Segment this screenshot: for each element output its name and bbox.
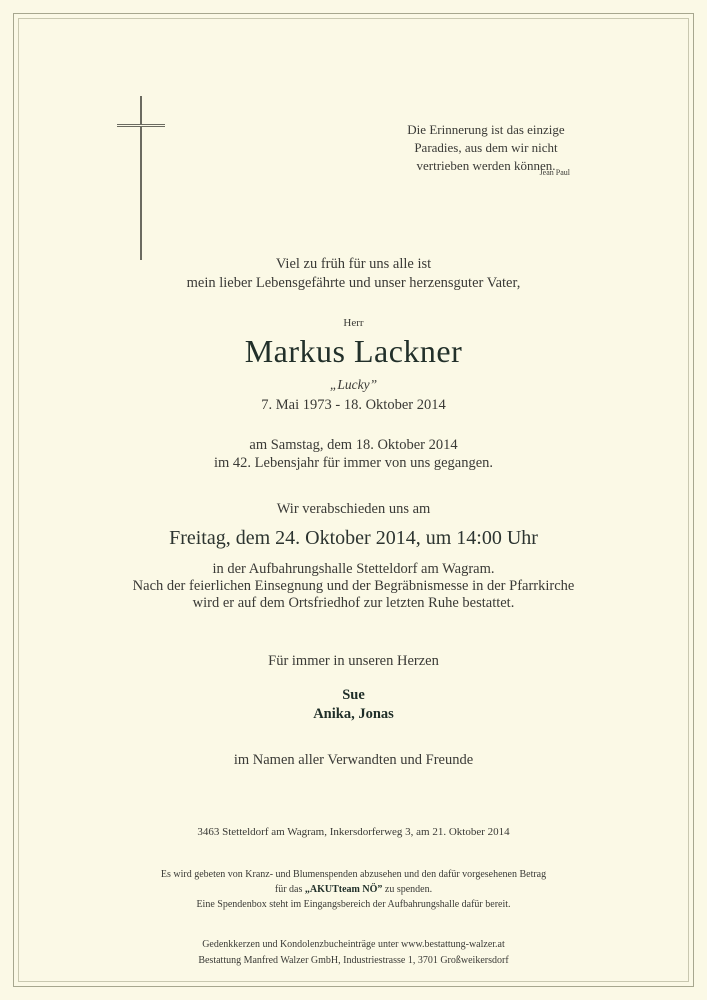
donation-recipient: „AKUTteam NÖ” — [304, 884, 383, 895]
donation-text: für das — [274, 884, 305, 895]
nickname: „Lucky” — [329, 377, 378, 392]
quote-author: Jean Paul — [539, 168, 570, 177]
death-line-2: im 42. Lebensjahr für immer von uns gegangen. — [213, 455, 494, 471]
deceased-name: Markus Lackner — [244, 333, 463, 369]
quote-line: Paradies, aus dem wir nicht — [414, 140, 558, 155]
farewell-date: Freitag, dem 24. Oktober 2014, um 14:00 Uhr — [169, 527, 538, 549]
relatives-line: im Namen aller Verwandten und Freunde — [233, 752, 474, 768]
farewell-line-2: Nach der feierlichen Einsegnung und der Begräbnismesse in der Pfarrkirche — [132, 578, 575, 594]
cross-icon-bar — [117, 124, 165, 127]
farewell-line-3: wird er auf dem Ortsfriedhof zur letzten Ruhe bestattet. — [192, 595, 515, 611]
intro-line-2: mein lieber Lebensgefährte und unser herzensguter Vater, — [186, 275, 521, 291]
quote-line: vertrieben werden können. — [416, 158, 556, 173]
farewell-line-1: in der Aufbahrungshalle Stetteldorf am Wagram. — [212, 561, 495, 577]
quote-line: Die Erinnerung ist das einzige — [407, 122, 565, 137]
donation-line-1: Es wird gebeten von Kranz- und Blumenspenden abzusehen und den dafür vorgesehenen Betrag — [160, 869, 547, 880]
cross-icon — [140, 96, 142, 260]
mourner-name-2: Anika, Jonas — [313, 706, 394, 722]
quote — [380, 121, 592, 175]
footer-line-2: Bestattung Manfred Walzer GmbH, Industriestrasse 1, 3701 Großweikersdorf — [198, 955, 509, 966]
farewell-intro: Wir verabschieden uns am — [276, 501, 431, 517]
donation-text: zu spenden. — [382, 884, 433, 895]
death-line-1: am Samstag, dem 18. Oktober 2014 — [249, 437, 458, 453]
mourners-intro: Für immer in unseren Herzen — [268, 653, 439, 669]
donation-line-3: Eine Spendenbox steht im Eingangsbereich der Aufbahrungshalle dafür bereit. — [196, 899, 511, 910]
address-line: 3463 Stetteldorf am Wagram, Inkersdorferweg 3, am 21. Oktober 2014 — [197, 826, 510, 838]
lifespan: 7. Mai 1973 - 18. Oktober 2014 — [261, 397, 446, 413]
footer-line-1: Gedenkkerzen und Kondolenzbucheinträge unter www.bestattung-walzer.at — [202, 939, 505, 950]
donation-line-2 — [0, 884, 707, 895]
salutation: Herr — [343, 317, 364, 329]
intro-line-1: Viel zu früh für uns alle ist — [275, 256, 432, 272]
mourner-name-1: Sue — [342, 687, 365, 703]
